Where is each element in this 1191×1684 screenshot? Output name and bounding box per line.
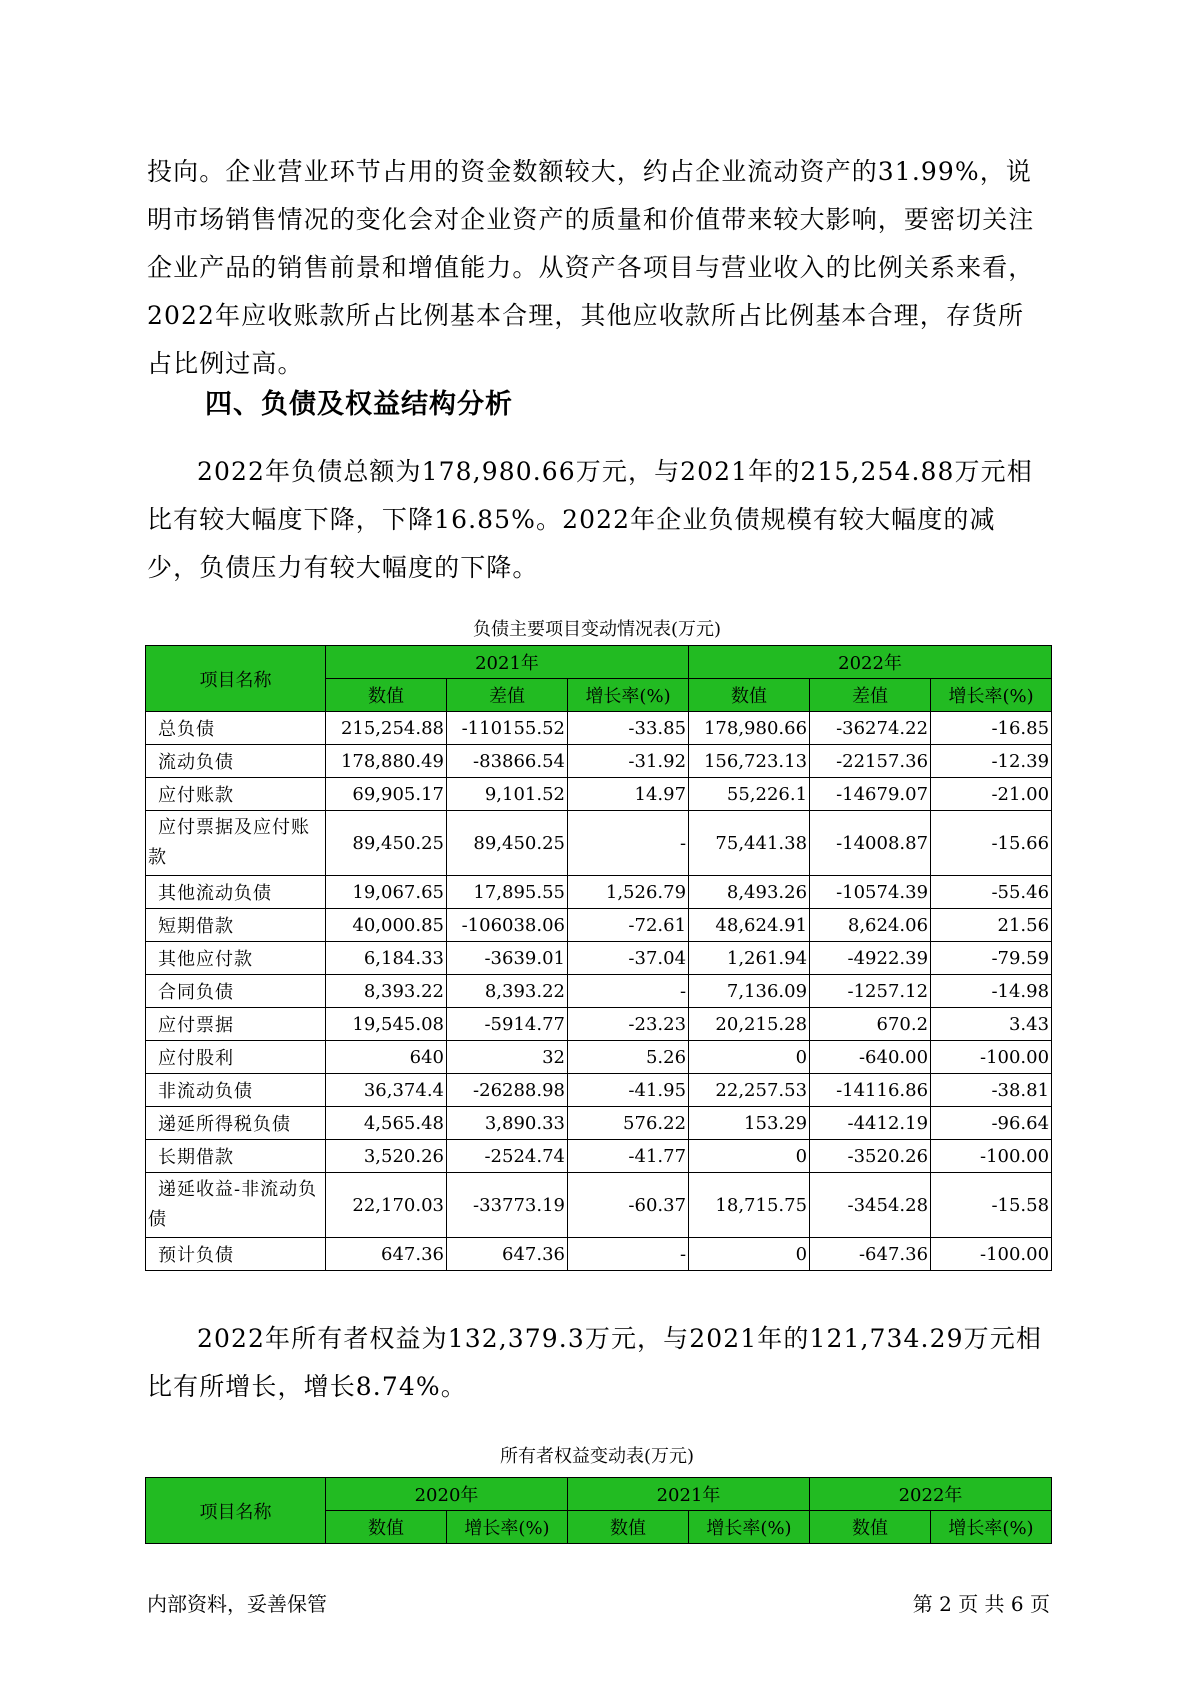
cell-growth: 21.56 [931,909,1052,942]
cell-growth: 3.43 [931,1008,1052,1041]
footer-page-number: 第 2 页 共 6 页 [912,1592,1050,1616]
cell-value: 19,067.65 [326,876,447,909]
row-name: 预计负债 [146,1238,326,1271]
column-header-value: 数值 [810,1511,931,1544]
cell-value: 75,441.38 [689,811,810,876]
cell-diff: -36274.22 [810,712,931,745]
column-header-growth: 增长率(%) [568,679,689,712]
cell-diff: -5914.77 [447,1008,568,1041]
cell-value: 19,545.08 [326,1008,447,1041]
cell-diff: -2524.74 [447,1140,568,1173]
table-caption-liabilities: 负债主要项目变动情况表(万元) [472,619,722,640]
cell-diff: -4412.19 [810,1107,931,1140]
row-name: 非流动负债 [146,1074,326,1107]
cell-growth: -72.61 [568,909,689,942]
cell-value: 22,257.53 [689,1074,810,1107]
cell-diff: -1257.12 [810,975,931,1008]
table-row [146,1107,1052,1140]
row-name: 短期借款 [146,909,326,942]
cell-diff: 9,101.52 [447,778,568,811]
cell-growth: -96.64 [931,1107,1052,1140]
table-row [146,975,1052,1008]
cell-diff: 8,624.06 [810,909,931,942]
row-name: 长期借款 [146,1140,326,1173]
cell-value: 178,880.49 [326,745,447,778]
row-name: 其他应付款 [146,942,326,975]
liabilities-table [145,645,1052,1271]
cell-growth: -16.85 [931,712,1052,745]
year-header-2022: 2022年 [689,646,1052,679]
cell-growth: -33.85 [568,712,689,745]
cell-value: 215,254.88 [326,712,447,745]
paragraph-asset-summary: 投向。企业营业环节占用的资金数额较大，约占企业流动资产的31.99%，说明市场销售情况的变化会对企业资产的质量和价值带来较大影响，要密切关注企业产品的销售前景和增值能力。从资产各项目与营业收入的比例关系来看，2022年应收账款所占比例基本合理，其他应收款所占比例基本合理，存货所占比例过高。 [147,157,1035,378]
row-name: 递延所得税负债 [146,1107,326,1140]
cell-diff: -26288.98 [447,1074,568,1107]
table-row [146,778,1052,811]
cell-diff: -647.36 [810,1238,931,1271]
cell-diff: 670.2 [810,1008,931,1041]
item-name-header: 项目名称 [146,1478,326,1544]
row-name: 应付账款 [146,778,326,811]
year-header-2020: 2020年 [326,1478,568,1511]
cell-value: 647.36 [326,1238,447,1271]
row-name: 应付股利 [146,1041,326,1074]
cell-diff: -14116.86 [810,1074,931,1107]
year-header-2021: 2021年 [326,646,689,679]
cell-growth: -31.92 [568,745,689,778]
row-name: 递延收益-非流动负债 [146,1173,326,1238]
row-name: 总负债 [146,712,326,745]
cell-diff: 17,895.55 [447,876,568,909]
cell-value: 156,723.13 [689,745,810,778]
cell-growth: 14.97 [568,778,689,811]
cell-growth: -15.66 [931,811,1052,876]
cell-growth: -100.00 [931,1140,1052,1173]
table-row [146,942,1052,975]
cell-value: 48,624.91 [689,909,810,942]
cell-diff: -640.00 [810,1041,931,1074]
cell-growth: -60.37 [568,1173,689,1238]
table-row [146,909,1052,942]
cell-growth: 1,526.79 [568,876,689,909]
cell-diff: -14008.87 [810,811,931,876]
cell-diff: -83866.54 [447,745,568,778]
cell-growth: -55.46 [931,876,1052,909]
cell-growth: -100.00 [931,1238,1052,1271]
cell-diff: 3,890.33 [447,1107,568,1140]
table-caption-equity: 所有者权益变动表(万元) [499,1446,695,1467]
cell-value: 55,226.1 [689,778,810,811]
cell-diff: -4922.39 [810,942,931,975]
cell-value: 18,715.75 [689,1173,810,1238]
cell-growth: - [568,1238,689,1271]
cell-diff: -14679.07 [810,778,931,811]
table-row [146,745,1052,778]
cell-growth: - [568,975,689,1008]
column-header-growth: 增长率(%) [689,1511,810,1544]
paragraph-liability-summary: 2022年负债总额为178,980.66万元，与2021年的215,254.88万元相比有较大幅度下降，下降16.85%。2022年企业负债规模有较大幅度的减少，负债压力有较大幅度的下降。 [147,457,1033,582]
cell-diff: 89,450.25 [447,811,568,876]
table-row [146,1238,1052,1271]
cell-value: 4,565.48 [326,1107,447,1140]
cell-diff: 8,393.22 [447,975,568,1008]
cell-diff: -22157.36 [810,745,931,778]
year-header-2021: 2021年 [568,1478,810,1511]
cell-growth: -21.00 [931,778,1052,811]
cell-value: 36,374.4 [326,1074,447,1107]
column-header-growth: 增长率(%) [931,1511,1052,1544]
cell-diff: -3454.28 [810,1173,931,1238]
item-name-header: 项目名称 [146,646,326,712]
cell-value: 3,520.26 [326,1140,447,1173]
table-row [146,1173,1052,1238]
cell-diff: -3520.26 [810,1140,931,1173]
row-name: 应付票据 [146,1008,326,1041]
cell-growth: 576.22 [568,1107,689,1140]
cell-growth: -41.95 [568,1074,689,1107]
cell-value: 20,215.28 [689,1008,810,1041]
row-name: 应付票据及应付账款 [146,811,326,876]
equity-table [145,1477,1052,1544]
row-name: 流动负债 [146,745,326,778]
column-header-value: 数值 [568,1511,689,1544]
cell-diff: -3639.01 [447,942,568,975]
column-header-growth: 增长率(%) [931,679,1052,712]
section-heading: 四、负债及权益结构分析 [205,389,513,420]
cell-diff: 647.36 [447,1238,568,1271]
cell-value: 69,905.17 [326,778,447,811]
cell-diff: -110155.52 [447,712,568,745]
cell-growth: -79.59 [931,942,1052,975]
column-header-diff: 差值 [447,679,568,712]
cell-growth: -14.98 [931,975,1052,1008]
cell-growth: -23.23 [568,1008,689,1041]
column-header-growth: 增长率(%) [447,1511,568,1544]
cell-growth: -38.81 [931,1074,1052,1107]
footer-confidential-note: 内部资料，妥善保管 [147,1592,327,1616]
table-row [146,1041,1052,1074]
table-row [146,712,1052,745]
column-header-diff: 差值 [810,679,931,712]
column-header-value: 数值 [689,679,810,712]
paragraph-equity-summary: 2022年所有者权益为132,379.3万元，与2021年的121,734.29万元相比有所增长，增长8.74%。 [147,1324,1042,1401]
row-name: 其他流动负债 [146,876,326,909]
cell-value: 178,980.66 [689,712,810,745]
cell-growth: -15.58 [931,1173,1052,1238]
column-header-value: 数值 [326,679,447,712]
table-row [146,876,1052,909]
cell-value: 153.29 [689,1107,810,1140]
table-row [146,1074,1052,1107]
cell-growth: -12.39 [931,745,1052,778]
cell-growth: -37.04 [568,942,689,975]
cell-value: 22,170.03 [326,1173,447,1238]
cell-value: 7,136.09 [689,975,810,1008]
row-name: 合同负债 [146,975,326,1008]
cell-diff: -33773.19 [447,1173,568,1238]
cell-growth: -100.00 [931,1041,1052,1074]
cell-value: 1,261.94 [689,942,810,975]
cell-value: 8,393.22 [326,975,447,1008]
cell-growth: 5.26 [568,1041,689,1074]
cell-value: 0 [689,1140,810,1173]
year-header-2022: 2022年 [810,1478,1052,1511]
cell-value: 8,493.26 [689,876,810,909]
table-row [146,1140,1052,1173]
cell-value: 0 [689,1238,810,1271]
cell-growth: - [568,811,689,876]
column-header-value: 数值 [326,1511,447,1544]
cell-diff: -10574.39 [810,876,931,909]
cell-value: 0 [689,1041,810,1074]
cell-growth: -41.77 [568,1140,689,1173]
table-row [146,811,1052,876]
cell-value: 40,000.85 [326,909,447,942]
cell-value: 89,450.25 [326,811,447,876]
table-row [146,1008,1052,1041]
cell-value: 6,184.33 [326,942,447,975]
cell-value: 640 [326,1041,447,1074]
cell-diff: -106038.06 [447,909,568,942]
cell-diff: 32 [447,1041,568,1074]
